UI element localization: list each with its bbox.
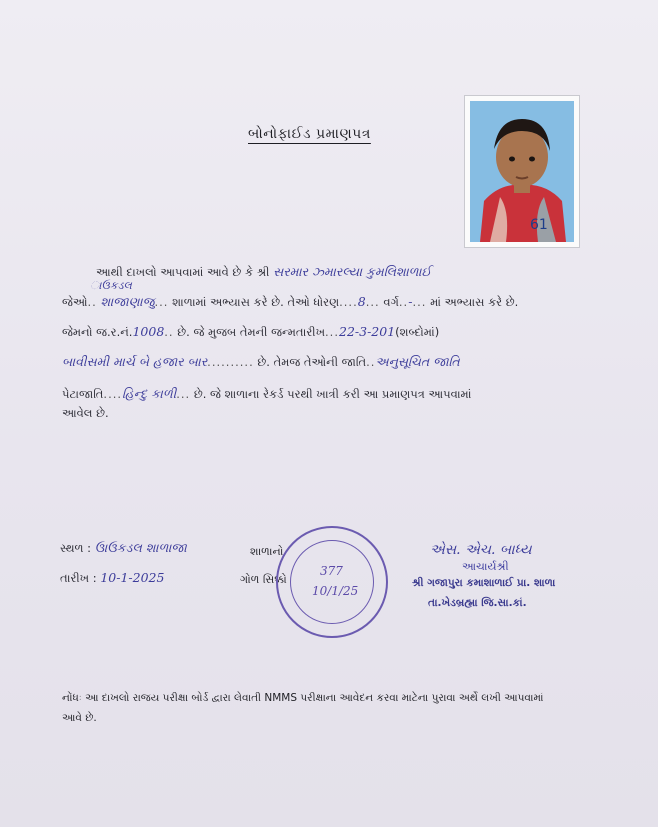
body-line-3: જેમનો જ.ર.નં.1008.. છે. જે મુજબ તેમની જન્મતારીખ...22-3-201(શબ્દોમાં) xyxy=(62,324,440,339)
svg-text:61: 61 xyxy=(530,217,548,233)
subcaste-label: પેટાજાતિ xyxy=(62,387,104,401)
principal-label: આચાર્યશ્રી xyxy=(462,560,509,573)
division-label: વર્ગ xyxy=(383,295,399,309)
school-study-text: શાળામાં અભ્યાસ કરે છે. તેઓ ધોરણ xyxy=(172,295,340,309)
subcaste-value: હિન્દુ કાળી xyxy=(122,386,177,401)
school-address-seal: તા.ખેડબ્રહ્મા જિ.સા.કાં. xyxy=(428,597,527,609)
place-row xyxy=(60,540,187,556)
stamp-date: 10/1/25 xyxy=(312,584,359,598)
gr-number-value: 1008 xyxy=(132,324,165,339)
standard-value: 8 xyxy=(357,294,366,309)
place-value: ઉાઉકડલ શાળાજા xyxy=(94,540,187,555)
certificate-title: બોનોફાઈડ પ્રમાણપત્ર xyxy=(248,126,371,142)
caste-label-text: છે. તેમજ તેઓની જાતિ xyxy=(257,355,367,369)
school-seal-label: શાળાનો xyxy=(250,545,284,558)
body-line-4: બાવીસમી માર્ચ બે હજાર બાર.......... છે. તેમજ તેઓની જાતિ..અનુસૂચિત જાતિ xyxy=(62,354,460,369)
school-name-value: શાજાણાજુ xyxy=(100,294,155,309)
student-name-value: સરમાર ઝ્મારલ્યા કુમલિશાળાઈ xyxy=(273,264,432,279)
nmms-note: નોંધઃ આ દાખલો રાજય પરીક્ષા બોર્ડ દ્વારા લેવાતી NMMS પરીક્ષાના આવેદન કરવા માટેના પુરાવા અર્થે લખી આપવામાં આવે છે. xyxy=(62,692,544,724)
dob-in-words-value: બાવીસમી માર્ચ બે હજાર બાર xyxy=(62,354,208,369)
caste-value: અનુસૂચિત જાતિ xyxy=(375,354,460,369)
dob-value: 22-3-201 xyxy=(339,324,396,339)
division-value: - xyxy=(408,294,413,309)
stamp-number: 377 xyxy=(320,564,343,578)
dob-label-text: છે. જે મુજબ તેમની જન્મતારીખ xyxy=(177,325,326,339)
school-name-superscript: ાઉકડલ xyxy=(90,279,132,292)
body-line-2: જેઓ.. શાજાણાજુ... શાળામાં અભ્યાસ કરે છે. તેઓ ધોરણ....8... વર્ગ..-... માં અભ્યાસ કરે છે. xyxy=(62,294,519,309)
jeo-text: જેઓ xyxy=(62,295,88,309)
school-round-stamp xyxy=(276,526,388,638)
gr-label: જેમનો જ.ર.નં. xyxy=(62,325,133,339)
school-name-seal: શ્રી ગજાપુરા કમાશાળાઈ પ્રા. શાળા xyxy=(412,577,556,589)
dob-words-label: (શબ્દોમાં) xyxy=(395,325,440,339)
intro-text: આથી દાખલો આપવામાં આવે છે કે શ્રી xyxy=(96,265,270,279)
date-value: 10-1-2025 xyxy=(100,570,165,585)
round-seal-label: ગોળ સિક્કો xyxy=(240,573,287,586)
body-line-6: આવેલ છે. xyxy=(62,406,109,420)
date-label: તારીખ : xyxy=(60,571,97,585)
student-portrait-image xyxy=(470,101,574,242)
principal-signature: એસ. એચ. બાધ્ય xyxy=(430,542,532,558)
student-photo xyxy=(464,95,580,248)
body-line-1 xyxy=(96,264,431,280)
body-line-5: પેટાજાતિ....હિન્દુ કાળી... છે. જે શાળાના રેકર્ડ પરથી ખાત્રી કરી આ પ્રમાણપત્ર આપવામાં xyxy=(62,386,472,401)
place-label: સ્થળ : xyxy=(60,541,92,555)
date-row xyxy=(60,570,164,586)
record-verification-text: છે. જે શાળાના રેકર્ડ પરથી ખાત્રી કરી આ પ્રમાણપત્ર આપવામાં xyxy=(193,387,472,401)
study-suffix-text: માં અભ્યાસ કરે છે. xyxy=(430,295,519,309)
